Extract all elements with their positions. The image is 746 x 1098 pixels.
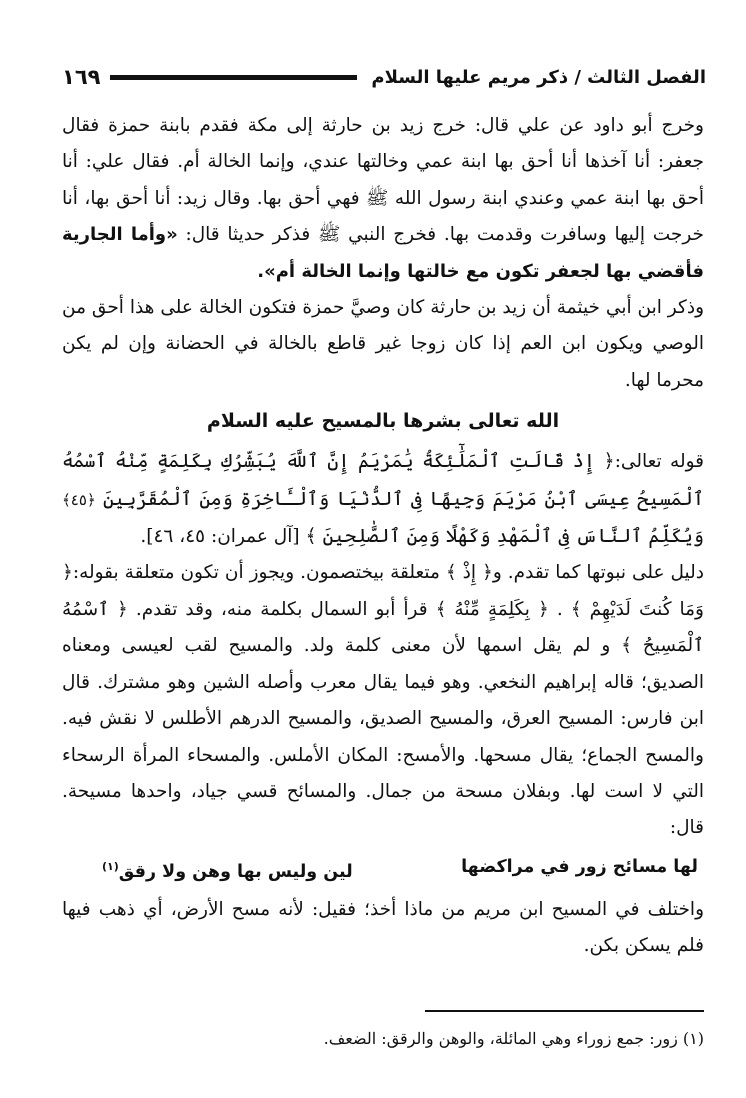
quran-intro: قوله تعالى: bbox=[614, 451, 704, 473]
paragraph-1 bbox=[62, 108, 704, 290]
header-rule bbox=[110, 75, 357, 80]
paragraph-2: وذكر ابن أبي خيثمة أن زيد بن حارثة كان وصيَّ حمزة فتكون الخالة على هذا أحق من الوصي ويكون ابن العم إذا كان زوجا غير قاطع بالخالة في الحضانة وإن لم يكن محرما لها. bbox=[62, 297, 704, 391]
quran-verse-45: ﴿ إِذْ قَالَتِ ٱلْمَلَٰٓئِكَةُ يَٰمَرْيَمُ إِنَّ ٱللَّهَ يُبَشِّرُكِ بِكَلِمَةٍ مِّنْهُ ٱسْمُهُ ٱلْمَسِيحُ عِيسَى ٱبْنُ مَرْيَمَ وَجِيهًا فِى ٱلدُّنْيَا وَٱلْـَٔاخِرَةِ وَمِنَ ٱلْمُقَرَّبِينَ bbox=[62, 450, 704, 510]
quran-verse-46: وَيُكَلِّمُ ٱلنَّاسَ فِى ٱلْمَهْدِ وَكَهْلًا وَمِنَ ٱلصَّٰلِحِينَ ﴾ bbox=[305, 525, 704, 548]
footnote: (١) زور: جمع زوراء وهي المائلة، والوهن والرقق: الضعف. bbox=[323, 1029, 704, 1048]
paragraph-1-text: وخرج أبو داود عن علي قال: خرج زيد بن حارثة إلى مكة فقدم بابنة حمزة فقال جعفر: أنا آخذها أنا أحق بها ابنة عمي وخالتها عندي، وإنما الخالة أم. فقال علي: أنا أحق بها ابنة عمي وعندي ابنة رسول الله ﷺ فهي أحق بها. وقال زيد: أنا أحق بها، أنا خرجت إليها وسافرت وقدمت بها. فخرج النبي ﷺ فذكر حديثا قال: bbox=[62, 115, 704, 246]
poetry-verse bbox=[62, 847, 704, 892]
running-head: الفصل الثالث / ذكر مريم عليها السلام bbox=[371, 66, 706, 88]
main-text bbox=[62, 108, 704, 964]
paragraph-4: دليل على نبوتها كما تقدم. و﴿ إِذْ ﴾ متعلقة بيختصمون. ويجوز أن تكون متعلقة بقوله:﴿ وَمَا كُنتَ لَدَيْهِمْ ﴾ . ﴿ بِكَلِمَةٍ مِّنْهُ ﴾ قرأ أبو السمال بكلمة منه، وقد تقدم. ﴿ ٱسْمُهُ ٱلْمَسِيحُ ﴾ و لم يقل اسمها لأن معنى كلمة ولد. والمسيح لقب لعيسى ومعناه الصديق؛ قاله إبراهيم النخعي. وهو فيما يقال معرب وأصله الشين وهو مشترك. قال ابن فارس: المسيح العرق، والمسيح الصديق، والمسيح الدرهم الأطلس لا نقش فيه. والمسح الجماع؛ يقال مسحها. والأمسح: المكان الأملس. والمسحاء المرأة الرسحاء التي لا است لها. وبفلان مسحة من جمال. والمسائح قسي جياد، واحدها مسيحة. قال: bbox=[62, 562, 704, 839]
paragraph-5: واختلف في المسيح ابن مريم من ماذا أخذ؛ فقيل: لأنه مسح الأرض، أي ذهب فيها فلم يسكن بكن. bbox=[62, 898, 704, 956]
page-header bbox=[62, 62, 706, 92]
footnote-rule bbox=[425, 1010, 704, 1012]
footnote-marker: (١) bbox=[102, 859, 119, 873]
page-number: ١٦٩ bbox=[62, 64, 101, 89]
paragraph-3 bbox=[62, 443, 704, 555]
poem-hemistich-1: لها مسائح زور في مراكضها bbox=[461, 856, 698, 877]
section-subtitle: الله تعالى بشرها بالمسيح عليه السلام bbox=[206, 410, 560, 433]
quran-reference: [آل عمران: ٤٥، ٤٦]. bbox=[140, 526, 300, 548]
hadith-quote: «وأما الجارية فأقضي بها لجعفر تكون مع خالتها وإنما الخالة أم». bbox=[62, 224, 704, 282]
verse-number-marker: ﴿٤٥﴾ bbox=[62, 490, 96, 509]
poem-hemistich-2 bbox=[102, 847, 353, 892]
poem-hemistich-2-text: لين وليس بها وهن ولا رقق bbox=[118, 861, 353, 882]
